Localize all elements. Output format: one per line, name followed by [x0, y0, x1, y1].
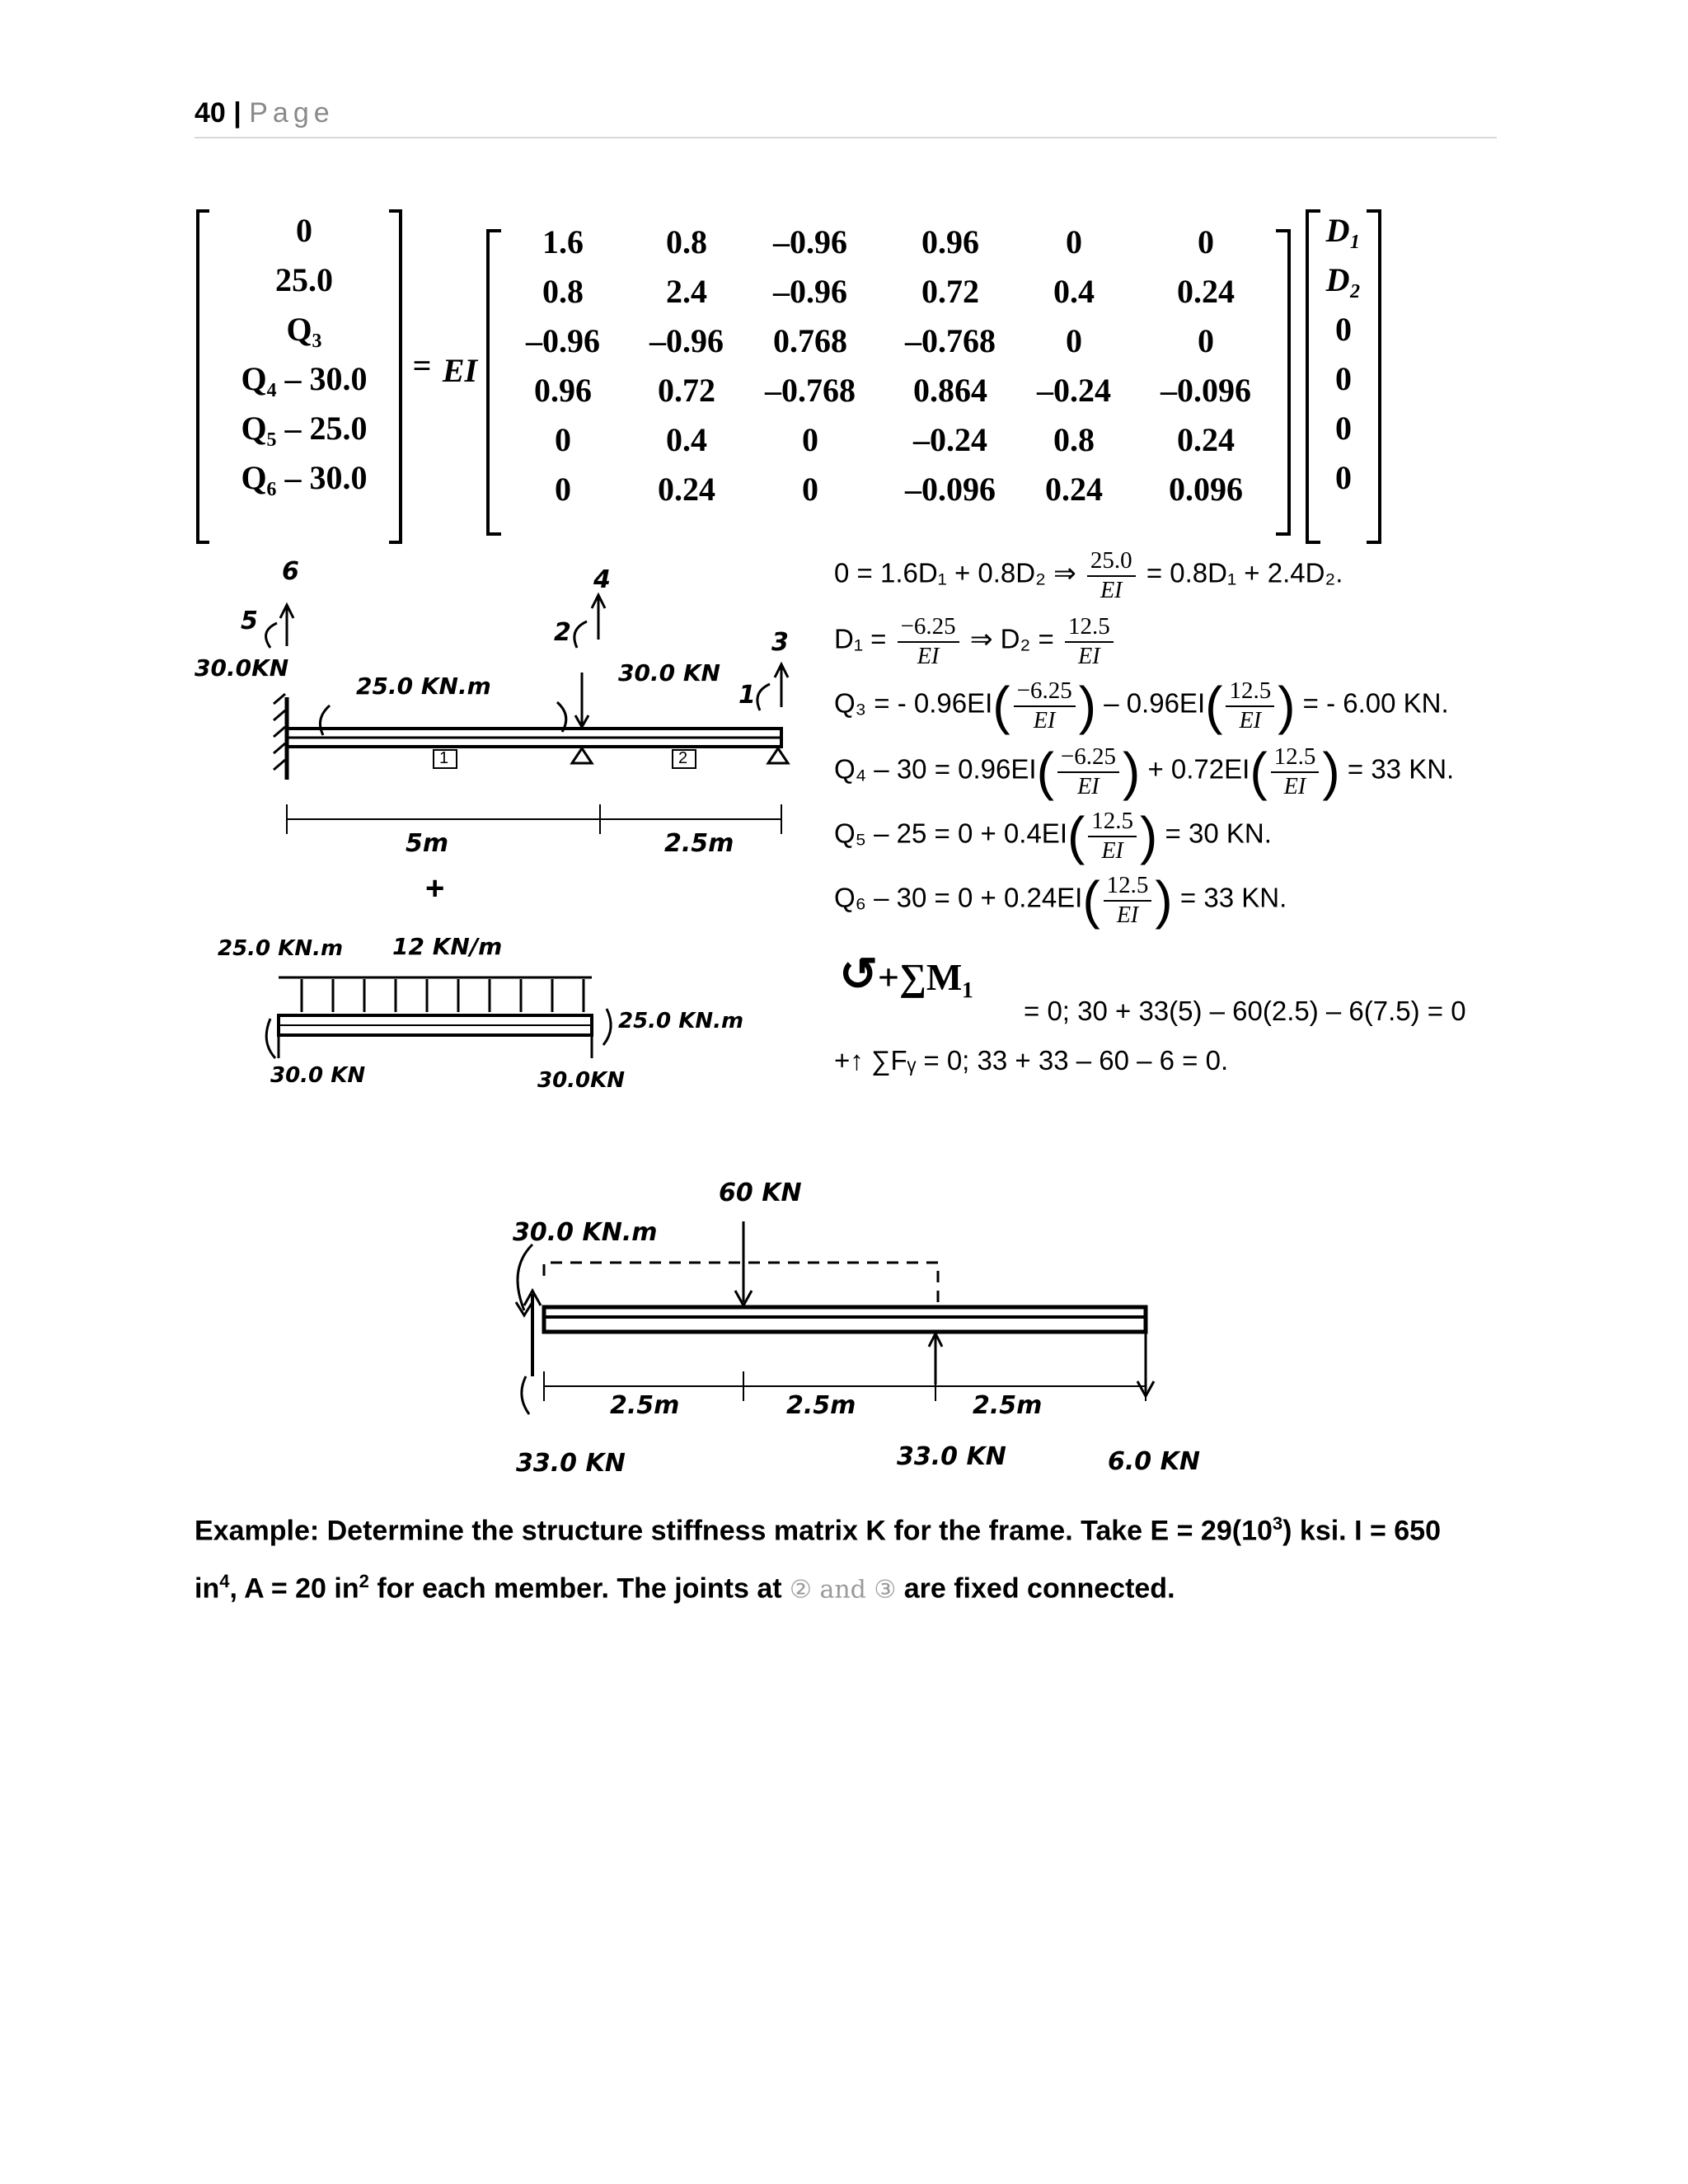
lhs-entry: Q₅ – 25.0: [241, 410, 368, 447]
matrix-cell: –0.96: [773, 273, 847, 310]
rhs-entry: 0: [1335, 360, 1352, 397]
example-text-2c: for each member. The joints at: [368, 1572, 790, 1605]
force-equation: +↑ ∑Fᵧ = 0; 33 + 33 – 60 – 6 = 0.: [834, 1045, 1229, 1076]
example-line-1: [195, 1498, 1497, 1556]
header-rule: [195, 137, 1497, 138]
rhs-entry: D₂: [1325, 261, 1362, 298]
beam-figure-2: [486, 1170, 1228, 1492]
eq6-a: Q₆ – 30 = 0 + 0.24EI: [834, 882, 1083, 913]
page-word: Page: [249, 97, 335, 129]
eq6-den: EI: [1116, 902, 1139, 928]
lhs-entry: Q₃: [286, 311, 322, 348]
point-load-label: 30.0 KN: [618, 659, 720, 687]
shear-right-label: 30.0KN: [537, 1068, 626, 1093]
beam-figure-1: [195, 557, 821, 1126]
eq2-fraction-1: [898, 612, 959, 671]
dof-1-label: 1: [738, 681, 756, 710]
rhs-entry: 0: [1335, 410, 1352, 447]
example-line-2: [195, 1556, 1497, 1615]
example-text-2d: are fixed connected.: [896, 1572, 1175, 1605]
matrix-cell: 0.4: [1053, 273, 1095, 310]
eq4-num2: 12.5: [1271, 742, 1320, 773]
eq5-fraction: [1088, 806, 1137, 865]
fem-left-label: 25.0 KN.m: [218, 936, 344, 961]
moment-equation: = 0; 30 + 33(5) – 60(2.5) – 6(7.5) = 0: [1024, 996, 1466, 1026]
joint-numbers: ② and ③: [790, 1575, 897, 1605]
eq1-fraction: [1087, 546, 1136, 605]
eq2-b: ⇒ D₂ =: [969, 623, 1054, 654]
eq5-den: EI: [1101, 838, 1123, 864]
matrix-cell: 0: [1066, 322, 1082, 359]
example-text-1: Example: Determine the structure stiffness matrix K for the frame. Take E = 29(10: [195, 1515, 1273, 1547]
matrix-cell: 0: [802, 421, 818, 458]
matrix-cell: 0.24: [1177, 421, 1235, 458]
equation-3: Q₃ = - 0.96EI( $\frac{-6.25}{EI}$ ) – 0.96EI( $\frac{12.5}{EI}$ ) = - 6.00 KN.: [834, 676, 1449, 735]
matrix-cell: 0.96: [921, 223, 979, 260]
matrix-cell: 0.8: [542, 273, 584, 310]
eq3-den1: EI: [1033, 708, 1056, 733]
eq4-b: + 0.72EI: [1147, 753, 1250, 785]
applied-moment-label: 25.0 KN.m: [356, 673, 491, 700]
matrix-cell: 0: [555, 471, 571, 508]
lhs-entry: Q₆ – 30.0: [241, 459, 368, 496]
fem-right-label: 25.0 KN.m: [618, 1009, 744, 1033]
coefficient-matrix: [501, 206, 1276, 552]
matrix-cell: –0.24: [913, 421, 987, 458]
udl-label: 12 KN/m: [392, 933, 503, 960]
eq3-c: = - 6.00 KN.: [1302, 687, 1449, 719]
rhs-entry: D₁: [1325, 212, 1362, 249]
shear-left-label: 30.0 KN: [270, 1063, 366, 1088]
eq4-den1: EI: [1077, 774, 1100, 799]
moment-sum-label: ∑M₁: [899, 956, 974, 998]
eq4-fraction-2: [1271, 742, 1320, 801]
eq4-c: = 33 KN.: [1347, 753, 1455, 785]
eq2-a: D₁ =: [834, 623, 887, 654]
example-text-1b: ) ksi. I = 650: [1282, 1515, 1441, 1547]
matrix-cell: –0.96: [526, 322, 600, 359]
moment-sum-symbol: ↺+∑M₁: [839, 949, 974, 1001]
span-b-label: 2.5m: [786, 1391, 856, 1420]
exponent-3: 3: [1272, 1513, 1283, 1534]
member-2-label: 2: [678, 749, 688, 767]
example-text-2b: , A = 20 in: [229, 1572, 359, 1605]
eq4-den2: EI: [1283, 774, 1306, 799]
eq2-num1: −6.25: [898, 612, 959, 643]
matrix-cell: 0: [1066, 223, 1082, 260]
matrix-cell: 1.6: [542, 223, 584, 260]
matrix-cell: 0.4: [666, 421, 707, 458]
matrix-cell: 0.72: [658, 372, 715, 409]
eq3-a: Q₃ = - 0.96EI: [834, 687, 993, 719]
matrix-cell: –0.96: [773, 223, 847, 260]
eq6-num: 12.5: [1104, 870, 1152, 902]
matrix-equals: =: [412, 347, 432, 384]
eq5-b: = 30 KN.: [1165, 818, 1272, 849]
eq6-b: = 33 KN.: [1179, 882, 1287, 913]
rhs-entry: 0: [1335, 311, 1352, 348]
eq2-num2: 12.5: [1065, 612, 1114, 643]
eq1-right: = 0.8D₁ + 2.4D₂.: [1146, 557, 1343, 588]
left-reaction-label: 30.0KN: [195, 654, 289, 682]
matrix-cell: 2.4: [666, 273, 707, 310]
eq4-num1: −6.25: [1057, 742, 1119, 773]
rhs-entry: 0: [1335, 459, 1352, 496]
eq2-fraction-2: [1065, 612, 1114, 671]
matrix-cell: 0.8: [666, 223, 707, 260]
matrix-cell: 0.8: [1053, 421, 1095, 458]
dof-5-label: 5: [241, 607, 258, 635]
lhs-entry: Q₄ – 30.0: [241, 360, 368, 397]
eq5-num: 12.5: [1088, 806, 1137, 837]
dof-4-label: 4: [593, 565, 611, 594]
eq3-fraction-1: [1014, 676, 1076, 735]
applied-moment-label: 30.0 KN.m: [513, 1218, 658, 1247]
equation-5: Q₅ – 25 = 0 + 0.4EI( $\frac{12.5}{EI}$ ) = 30 KN.: [834, 806, 1272, 865]
example-text-2a: in: [195, 1572, 220, 1605]
span-2-label: 2.5m: [664, 829, 734, 858]
dof-6-label: 6: [282, 557, 299, 586]
eq2-den2: EI: [1078, 644, 1100, 669]
matrix-cell: 0.864: [913, 372, 987, 409]
page-header: [195, 97, 335, 129]
matrix-cell: –0.096: [905, 471, 996, 508]
matrix-cell: 0: [1198, 322, 1214, 359]
span-c-label: 2.5m: [973, 1391, 1043, 1420]
matrix-cell: 0.72: [921, 273, 979, 310]
eq3-fraction-2: [1226, 676, 1274, 735]
matrix-cell: 0.096: [1169, 471, 1243, 508]
matrix-cell: 0.24: [658, 471, 715, 508]
header-separator: |: [233, 97, 241, 129]
page-number: 40: [195, 97, 226, 129]
matrix-cell: –0.768: [765, 372, 856, 409]
eq3-den2: EI: [1239, 708, 1262, 733]
equation-6: Q₆ – 30 = 0 + 0.24EI( $\frac{12.5}{EI}$ ) = 33 KN.: [834, 870, 1287, 930]
matrix-cell: –0.24: [1037, 372, 1111, 409]
span-a-label: 2.5m: [610, 1391, 680, 1420]
eq4-fraction-1: [1057, 742, 1119, 801]
matrix-cell: 0.96: [534, 372, 592, 409]
eq2-den1: EI: [917, 644, 940, 669]
matrix-cell: –0.096: [1160, 372, 1251, 409]
eq3-num1: −6.25: [1014, 676, 1076, 707]
stiffness-matrix-equation: [188, 206, 1391, 552]
matrix-factor: EI: [442, 352, 478, 389]
dof-3-label: 3: [771, 628, 789, 657]
exponent-2: 2: [359, 1571, 369, 1592]
lhs-entry: 25.0: [275, 261, 333, 298]
left-reaction-label: 33.0 KN: [516, 1449, 626, 1478]
equation-1: [834, 546, 1343, 605]
eq1-den: EI: [1100, 578, 1123, 603]
eq3-b: – 0.96EI: [1104, 687, 1206, 719]
eq3-num2: 12.5: [1226, 676, 1274, 707]
moment-plus: +: [877, 956, 900, 998]
matrix-cell: 0: [802, 471, 818, 508]
end-load-label: 6.0 KN: [1108, 1447, 1200, 1476]
exponent-4: 4: [219, 1571, 230, 1592]
member-1-label: 1: [439, 749, 449, 767]
matrix-cell: 0.768: [773, 322, 847, 359]
matrix-cell: 0: [1198, 223, 1214, 260]
plus-sign: +: [425, 870, 445, 907]
eq5-a: Q₅ – 25 = 0 + 0.4EI: [834, 818, 1067, 849]
eq6-fraction: [1104, 870, 1152, 930]
eq1-num: 25.0: [1087, 546, 1136, 577]
example-paragraph: [195, 1498, 1497, 1616]
equation-4: Q₄ – 30 = 0.96EI( $\frac{-6.25}{EI}$ ) + 0.72EI( $\frac{12.5}{EI}$ ) = 33 KN.: [834, 742, 1455, 801]
dof-2-label: 2: [554, 618, 571, 647]
matrix-cell: 0.24: [1045, 471, 1103, 508]
matrix-cell: 0: [555, 421, 571, 458]
mid-reaction-label: 33.0 KN: [897, 1442, 1006, 1471]
applied-load-label: 60 KN: [719, 1179, 802, 1207]
lhs-entry: 0: [296, 212, 312, 249]
eq1-left: 0 = 1.6D₁ + 0.8D₂ ⇒: [834, 557, 1076, 588]
matrix-cell: 0.24: [1177, 273, 1235, 310]
matrix-cell: –0.96: [649, 322, 724, 359]
span-1-label: 5m: [406, 829, 449, 858]
eq4-a: Q₄ – 30 = 0.96EI: [834, 753, 1037, 785]
matrix-cell: –0.768: [905, 322, 996, 359]
equation-2: [834, 612, 1117, 671]
